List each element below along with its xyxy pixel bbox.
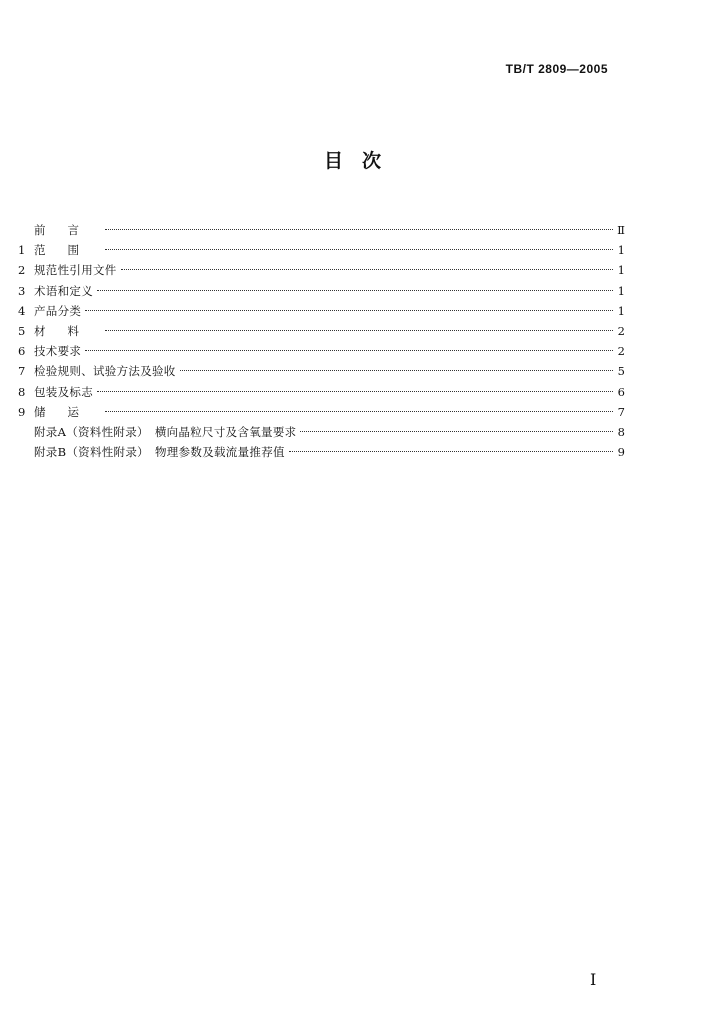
toc-entry[interactable] [18, 382, 625, 402]
toc-entry-number: 6 [18, 344, 26, 359]
toc-entry-label: 材料 [34, 323, 101, 338]
toc-entry-page: 1 [617, 263, 625, 278]
toc-entry-page: 8 [617, 424, 625, 439]
toc-entry[interactable] [18, 341, 625, 361]
toc-entry-label: 检验规则、试验方法及验收 [34, 364, 176, 379]
toc-entry-label: 范围 [34, 243, 101, 258]
toc-entry-label: 附录B（资料性附录） 物理参数及载流量推荐值 [34, 445, 285, 460]
toc-entry-label: 规范性引用文件 [34, 263, 117, 278]
toc-dot-leader [105, 229, 613, 230]
toc-entry[interactable] [18, 281, 625, 301]
toc-dot-leader [300, 431, 613, 432]
toc-dot-leader [121, 269, 613, 270]
toc-entry-label: 储运 [34, 404, 101, 419]
toc-entry-page: 1 [617, 243, 625, 258]
toc-entry-page: 2 [617, 323, 625, 338]
toc-entry-number: 2 [18, 263, 26, 278]
toc-entry[interactable] [18, 361, 625, 381]
toc-entry-number: 8 [18, 384, 26, 399]
toc-dot-leader [97, 391, 613, 392]
toc-entry-page: 1 [617, 283, 625, 298]
toc-entry-number: 1 [18, 243, 26, 258]
toc-entry-page: Ⅱ [617, 223, 625, 237]
table-of-contents [18, 220, 625, 462]
toc-dot-leader [105, 330, 613, 331]
toc-entry[interactable] [18, 442, 625, 462]
toc-entry-label: 前言 [34, 223, 101, 237]
toc-entry[interactable] [18, 402, 625, 422]
toc-entry-number: 9 [18, 404, 26, 419]
toc-entry-number: 5 [18, 323, 26, 338]
toc-entry[interactable] [18, 240, 625, 260]
toc-entry-page: 2 [617, 344, 625, 359]
toc-dot-leader [105, 411, 613, 412]
toc-entry-number: 3 [18, 283, 26, 298]
toc-entry-number: 4 [18, 303, 26, 318]
toc-dot-leader [85, 350, 613, 351]
toc-entry[interactable] [18, 220, 625, 240]
toc-dot-leader [97, 290, 613, 291]
toc-entry[interactable] [18, 321, 625, 341]
toc-entry[interactable] [18, 301, 625, 321]
toc-entry-label: 附录A（资料性附录） 横向晶粒尺寸及含氧量要求 [34, 424, 297, 439]
toc-entry[interactable] [18, 422, 625, 442]
toc-entry-page: 6 [617, 384, 625, 399]
toc-entry-number: 7 [18, 364, 26, 379]
toc-entry-page: 1 [617, 303, 625, 318]
toc-dot-leader [180, 370, 613, 371]
toc-entry-page: 7 [617, 404, 625, 419]
toc-dot-leader [289, 451, 613, 452]
toc-entry-page: 9 [617, 445, 625, 460]
toc-dot-leader [85, 310, 613, 311]
standard-number: TB/T 2809—2005 [505, 62, 608, 76]
toc-dot-leader [105, 249, 613, 250]
toc-entry-label: 包装及标志 [34, 384, 93, 399]
toc-entry[interactable] [18, 260, 625, 280]
toc-entry-page: 5 [617, 364, 625, 379]
toc-entry-label: 术语和定义 [34, 283, 93, 298]
toc-title: 目 次 [323, 150, 381, 172]
toc-entry-label: 技术要求 [34, 344, 82, 359]
toc-entry-label: 产品分类 [34, 303, 82, 318]
page-number: I [590, 970, 597, 989]
